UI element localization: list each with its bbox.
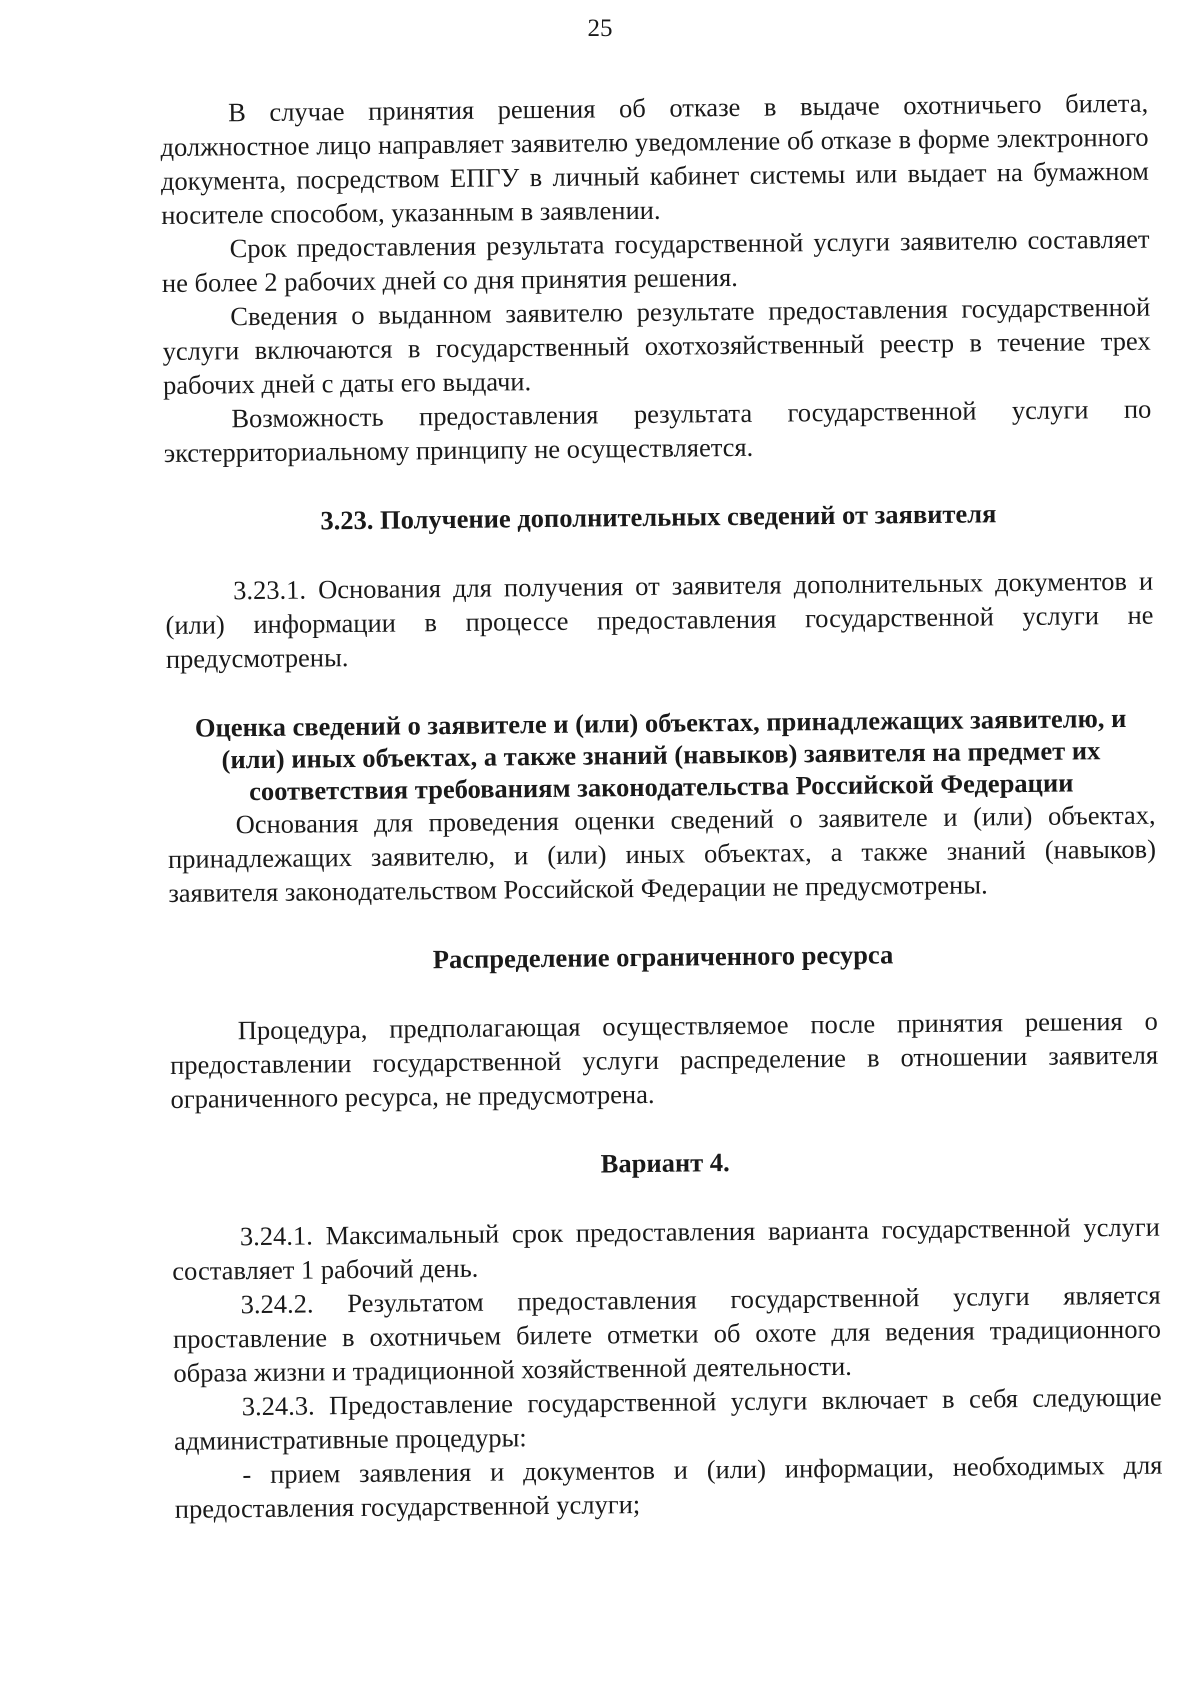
- paragraph-result-term: Срок предоставления результата государственной услуги заявителю составляет не более 2 рабочих дней со дня принятия решения.: [161, 223, 1150, 298]
- paragraph-allocation: Процедура, предполагающая осуществляемое после принятия решения о предоставлении государственной услуги распределение в отношении заявителя ограниченного ресурса, не предусмотрена.: [169, 1005, 1159, 1114]
- list-item-application-intake: - прием заявления и документов и (или) информации, необходимых для предоставления государственной услуги;: [174, 1449, 1163, 1524]
- page-number: 25: [587, 15, 613, 42]
- paragraph-refusal-notice: В случае принятия решения об отказе в выдаче охотничьего билета, должностное лицо направляет заявителю уведомление об отказе в форме электронного документа, посредством ЕПГУ в личный кабинет системы или выдает на бумажном носителе способом, указанным в заявлении.: [160, 87, 1149, 230]
- paragraph-assessment: Основания для проведения оценки сведений о заявителе и (или) объектах, принадлежащих заявителю, и (или) иных объектах, а также знаний (навыков) заявителя законодательством Российской Федерации не предусмотрены.: [167, 799, 1157, 908]
- paragraph-3-24-2: 3.24.2. Результатом предоставления государственной услуги является проставление в охотничьем билете отметки об охоте для ведения традиционного образа жизни и традиционной хозяйственной деятельности.: [172, 1279, 1162, 1388]
- paragraph-3-23-1: 3.23.1. Основания для получения от заявителя дополнительных документов и (или) информации в процессе предоставления государственной услуги не предусмотрены.: [165, 565, 1154, 674]
- document-body: [160, 86, 1163, 1526]
- paragraph-extraterritorial: Возможность предоставления результата государственной услуги по экстерриториальному принципу не осуществляется.: [163, 393, 1152, 468]
- paragraph-3-24-3: 3.24.3. Предоставление государственной услуги включает в себя следующие административные процедуры:: [173, 1381, 1162, 1456]
- section-heading-3-23: 3.23. Получение дополнительных сведений от заявителя: [320, 498, 997, 536]
- section-heading-assessment: Оценка сведений о заявителе и (или) объектах, принадлежащих заявителю, и (или) иных объектах, а также знаний (навыков) заявителя на предмет их соответствия требованиям законодательства Российской Федерации: [194, 702, 1127, 807]
- section-heading-allocation: Распределение ограниченного ресурса: [432, 939, 894, 975]
- paragraph-registry-info: Сведения о выданном заявителю результате предоставления государственной услуги включаются в государственный охотхозяйственный реестр в течение трех рабочих дней с даты его выдачи.: [162, 291, 1151, 400]
- paragraph-3-24-1: 3.24.1. Максимальный срок предоставления варианта государственной услуги составляет 1 рабочий день.: [172, 1211, 1161, 1286]
- section-heading-variant-4: Вариант 4.: [600, 1147, 730, 1179]
